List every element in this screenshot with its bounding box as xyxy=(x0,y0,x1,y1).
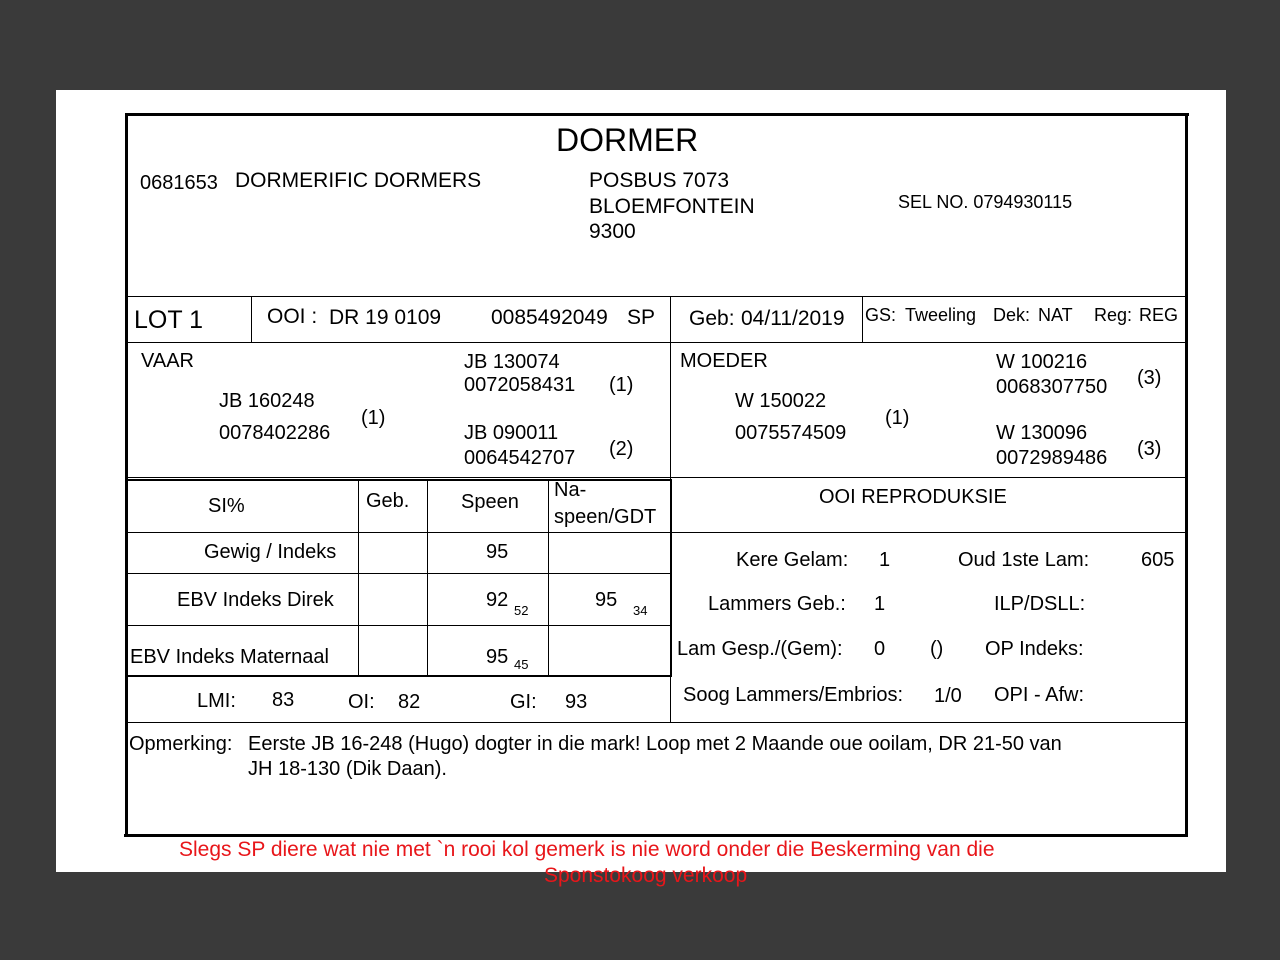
breed-title: DORMER xyxy=(556,122,699,158)
remarks-line2: JH 18-130 (Dik Daan). xyxy=(248,758,447,780)
sire-count: (1) xyxy=(361,407,386,429)
summary-bottom-rule xyxy=(126,722,1187,723)
notice-line1: Slegs SP diere wat nie met `n rooi kol gemerk is nie word onder die Beskerming van die xyxy=(179,838,995,861)
pedigree-bottom-rule xyxy=(126,477,1187,478)
lam-gesp-gem: () xyxy=(930,638,944,660)
sel-number: SEL NO. 0794930115 xyxy=(898,192,1073,212)
dam-sire-id: W 100216 xyxy=(996,351,1088,373)
geb-date: 04/11/2019 xyxy=(741,307,845,330)
oud-1ste-lam-value: 605 xyxy=(1141,549,1175,571)
dek-label: Dek: xyxy=(993,305,1031,325)
frame-top xyxy=(125,113,1189,116)
reg-value: REG xyxy=(1139,305,1179,325)
vaar-label: VAAR xyxy=(141,350,194,372)
sire-dam-id: JB 090011 xyxy=(464,422,559,444)
row-gewig-label: Gewig / Indeks xyxy=(204,541,337,563)
index-row2-rule xyxy=(126,625,672,626)
lot-label: LOT 1 xyxy=(134,306,204,334)
address-line1: POSBUS 7073 xyxy=(589,169,730,192)
index-col-naspeen xyxy=(548,481,549,676)
row-maternaal-label: EBV Indeks Maternaal xyxy=(130,646,329,668)
frame-right xyxy=(1185,113,1188,837)
lammers-geb-label: Lammers Geb.: xyxy=(708,593,846,615)
row-direk-speen-accuracy: 52 xyxy=(514,603,529,618)
oi-value: 82 xyxy=(398,691,421,713)
col-naspeen-header-1: Na- xyxy=(554,479,587,501)
ilp-dsll-label: ILP/DSLL: xyxy=(994,593,1086,615)
dam-dam-count: (3) xyxy=(1137,438,1162,460)
kere-gelam-value: 1 xyxy=(879,549,891,571)
opi-afw-label: OPI - Afw: xyxy=(994,684,1085,706)
col-geb-header: Geb. xyxy=(366,490,410,512)
row-direk-label: EBV Indeks Direk xyxy=(177,589,334,611)
lot-divider xyxy=(251,296,252,342)
breeder-number: 0681653 xyxy=(140,172,218,194)
remarks-line1: Eerste JB 16-248 (Hugo) dogter in die mark! Loop met 2 Maande oue ooilam, DR 21-50 van xyxy=(248,733,1062,755)
ooi-id: DR 19 0109 xyxy=(329,306,442,329)
gi-label: GI: xyxy=(510,691,537,713)
lam-gesp-label: Lam Gesp./(Gem): xyxy=(677,638,843,660)
index-col-geb xyxy=(358,481,359,676)
sire-number: 0078402286 xyxy=(219,422,331,444)
sire-sire-id: JB 130074 xyxy=(464,351,560,373)
soog-lammers-value: 1/0 xyxy=(934,685,962,707)
geb-divider xyxy=(670,296,671,342)
geb-label: Geb: xyxy=(689,307,735,330)
row-maternaal-speen: 95 xyxy=(486,646,509,668)
lam-gesp-value: 0 xyxy=(874,638,886,660)
ooi-label: OOI : xyxy=(267,305,318,328)
row-direk-naspeen-accuracy: 34 xyxy=(633,603,648,618)
frame-left xyxy=(125,113,128,837)
dek-value: NAT xyxy=(1038,305,1073,325)
dam-dam-id: W 130096 xyxy=(996,422,1088,444)
col-si-header: SI% xyxy=(208,495,245,517)
oi-label: OI: xyxy=(348,691,375,713)
sire-id: JB 160248 xyxy=(219,390,315,412)
lot-row-top-rule xyxy=(126,296,1187,297)
gs-value: Tweeling xyxy=(905,305,977,325)
index-col-speen xyxy=(427,481,428,676)
moeder-label: MOEDER xyxy=(680,350,768,372)
dam-dam-number: 0072989486 xyxy=(996,447,1108,469)
soog-lammers-label: Soog Lammers/Embrios: xyxy=(683,684,904,706)
index-header-rule xyxy=(126,532,1187,533)
dam-number: 0075574509 xyxy=(735,422,847,444)
sire-sire-number: 0072058431 xyxy=(464,374,576,396)
dam-sire-number: 0068307750 xyxy=(996,376,1108,398)
reg-label: Reg: xyxy=(1094,305,1133,325)
index-table-bottom-rule xyxy=(126,675,672,677)
sire-dam-number: 0064542707 xyxy=(464,447,576,469)
row-direk-speen: 92 xyxy=(486,589,509,611)
gs-label: GS: xyxy=(865,305,897,325)
gi-value: 93 xyxy=(565,691,588,713)
col-naspeen-header-2: speen/GDT xyxy=(554,506,657,528)
index-table-right xyxy=(670,479,672,677)
lmi-label: LMI: xyxy=(197,690,236,712)
dam-count: (1) xyxy=(885,407,910,429)
ooi-reg-no: 0085492049 xyxy=(491,306,608,329)
sp-mark: SP xyxy=(627,306,656,329)
breeder-name: DORMERIFIC DORMERS xyxy=(235,169,482,192)
kere-gelam-label: Kere Gelam: xyxy=(736,549,849,571)
index-row1-rule xyxy=(126,573,672,574)
lot-row-bottom-rule xyxy=(126,342,1187,343)
index-table-top-rule xyxy=(126,479,672,481)
dam-id: W 150022 xyxy=(735,390,827,412)
gs-divider xyxy=(862,296,863,342)
oud-1ste-lam-label: Oud 1ste Lam: xyxy=(958,549,1090,571)
notice-line2: Sponstokoog verkoop xyxy=(544,864,748,887)
row-maternaal-speen-accuracy: 45 xyxy=(514,657,529,672)
lmi-value: 83 xyxy=(272,689,295,711)
lammers-geb-value: 1 xyxy=(874,593,886,615)
reproduction-title: OOI REPRODUKSIE xyxy=(819,486,1007,508)
dam-sire-count: (3) xyxy=(1137,367,1162,389)
address-line2: BLOEMFONTEIN xyxy=(589,195,755,218)
row-gewig-speen: 95 xyxy=(486,541,509,563)
remarks-label: Opmerking: xyxy=(129,733,233,755)
op-indeks-label: OP Indeks: xyxy=(985,638,1084,660)
col-speen-header: Speen xyxy=(461,491,519,513)
catalogue-page xyxy=(56,90,1226,887)
row-direk-naspeen: 95 xyxy=(595,589,618,611)
frame-bottom xyxy=(124,834,1188,837)
sire-dam-count: (2) xyxy=(609,438,634,460)
sire-sire-count: (1) xyxy=(609,374,634,396)
address-line3: 9300 xyxy=(589,220,636,243)
